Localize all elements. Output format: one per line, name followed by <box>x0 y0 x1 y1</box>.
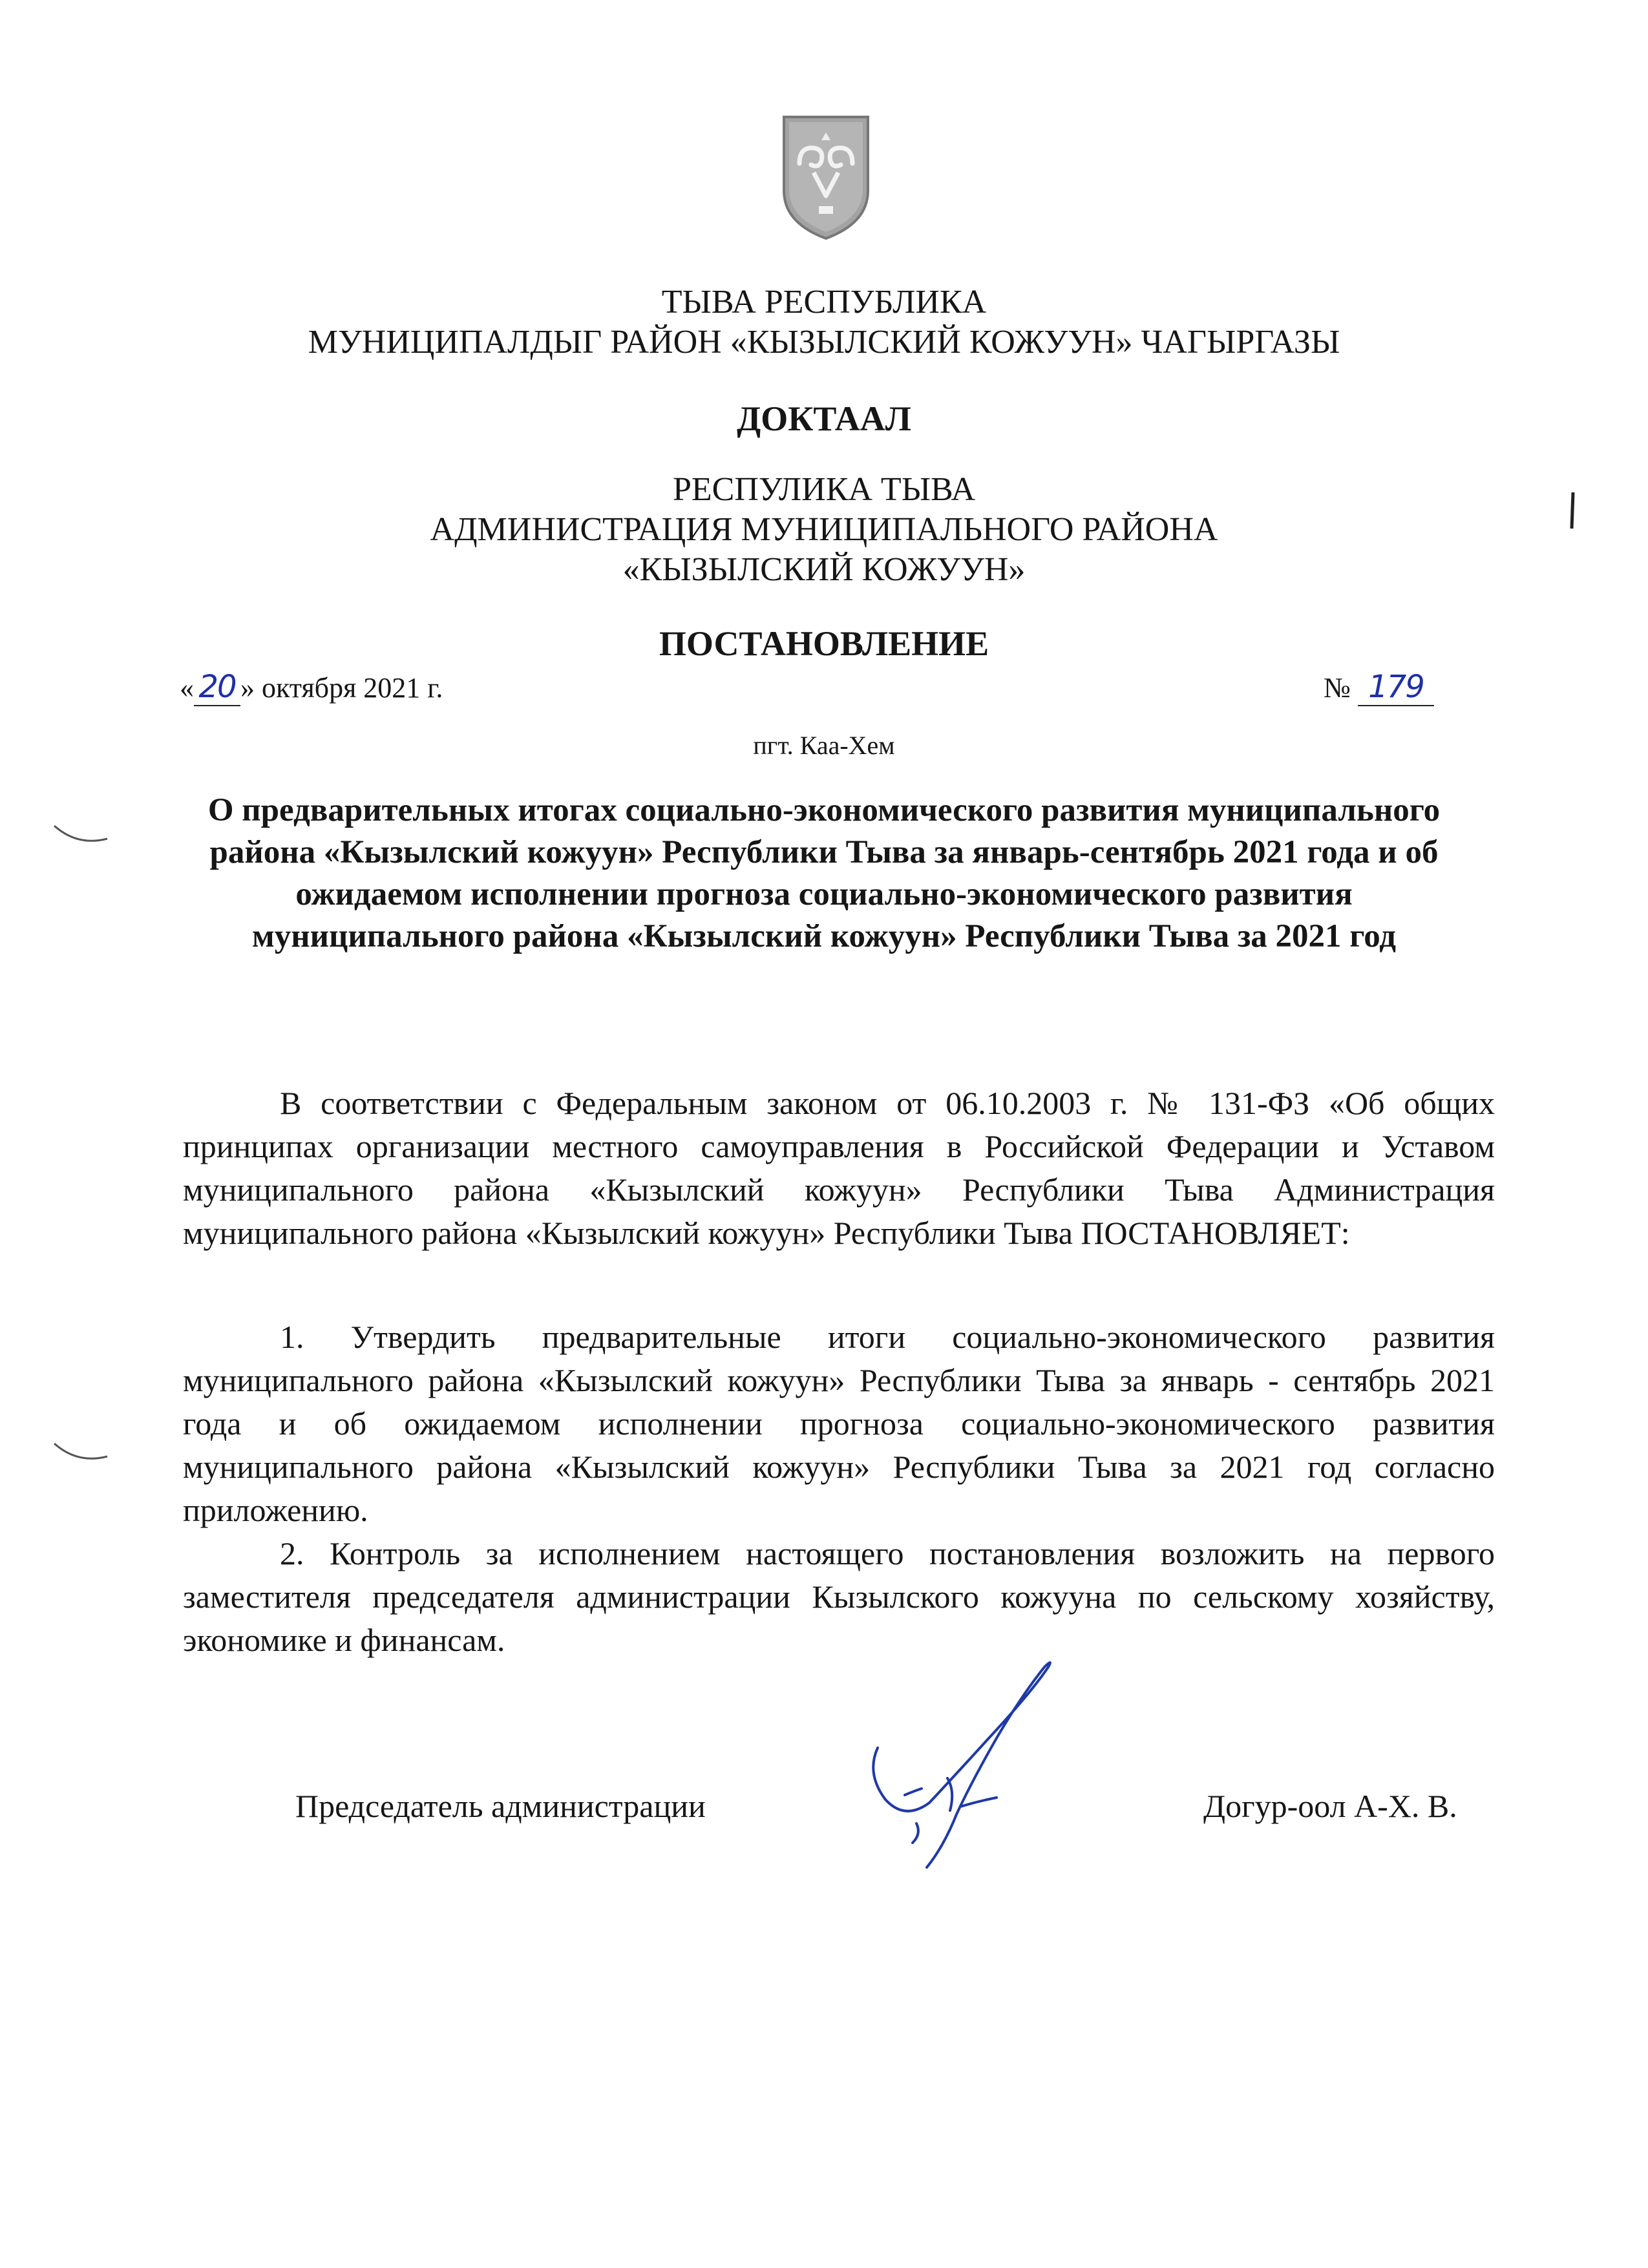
number-prefix: № <box>1324 672 1351 704</box>
coat-of-arms-icon <box>780 113 872 241</box>
document-date <box>180 669 443 706</box>
signatory-position: Председатель администрации <box>295 1788 706 1824</box>
administration-name-tyvan: МУНИЦИПАЛДЫГ РАЙОН «КЫЗЫЛСКИЙ КОЖУУН» ЧАГЫРГАЗЫ <box>308 324 1340 361</box>
place-of-issue: пгт. Каа-Хем <box>753 731 895 760</box>
preamble-paragraph: В соответствии с Федеральным законом от 06.10.2003 г. № 131-ФЗ «Об общих принципах организации местного самоуправления в Российской Федерации и Уставом муниципального района «Кызылский кожуун» Республики Тыва Администрация муниципального района «Кызылский кожуун» Республики Тыва ПОСТАНОВЛЯЕТ: <box>183 1085 1495 1251</box>
scan-mark <box>1568 491 1578 530</box>
date-close-quote: » <box>240 672 255 704</box>
signatory-name: Догур-оол А-Х. В. <box>1203 1788 1457 1824</box>
republic-name-ru: РЕСПУЛИКА ТЫВА <box>673 471 975 508</box>
administration-name-ru-line2: «КЫЗЫЛСКИЙ КОЖУУН» <box>622 551 1026 588</box>
scan-mark <box>52 1440 110 1465</box>
item-2-paragraph: 2. Контроль за исполнением настоящего постановления возложить на первого заместителя председателя администрации Кызылского кожууна по сельскому хозяйству, экономике и финансам. <box>183 1535 1495 1658</box>
date-open-quote: « <box>180 672 194 704</box>
document-title: О предварительных итогах социально-экономического развития муниципального района «Кызылский кожуун» Республики Тыва за январь-сентябрь 2021 года и об ожидаемом исполнении прогноза социально-экономического развития муниципального района «Кызылский кожуун» Республики Тыва за 2021 год <box>207 792 1441 954</box>
date-day-handwritten: 20 <box>194 669 240 706</box>
item-1-paragraph: 1. Утвердить предварительные итоги социально-экономического развития муниципального района «Кызылский кожуун» Республики Тыва за январь - сентябрь 2021 года и об ожидаемом исполнении прогноза социально-экономического развития муниципального района «Кызылский кожуун» Республики Тыва за 2021 год согласно приложению. <box>183 1319 1495 1528</box>
date-month-year: октября 2021 г. <box>262 672 443 704</box>
doc-type-ru: ПОСТАНОВЛЕНИЕ <box>659 624 989 663</box>
document-number <box>1324 669 1434 706</box>
handwritten-signature <box>860 1641 1099 1887</box>
number-value-handwritten: 179 <box>1358 669 1434 706</box>
scan-mark <box>52 822 110 848</box>
doc-type-tyvan: ДОКТААЛ <box>737 399 911 438</box>
republic-name-tyvan: ТЫВА РЕСПУБЛИКА <box>661 284 987 320</box>
administration-name-ru-line1: АДМИНИСТРАЦИЯ МУНИЦИПАЛЬНОГО РАЙОНА <box>430 511 1218 548</box>
